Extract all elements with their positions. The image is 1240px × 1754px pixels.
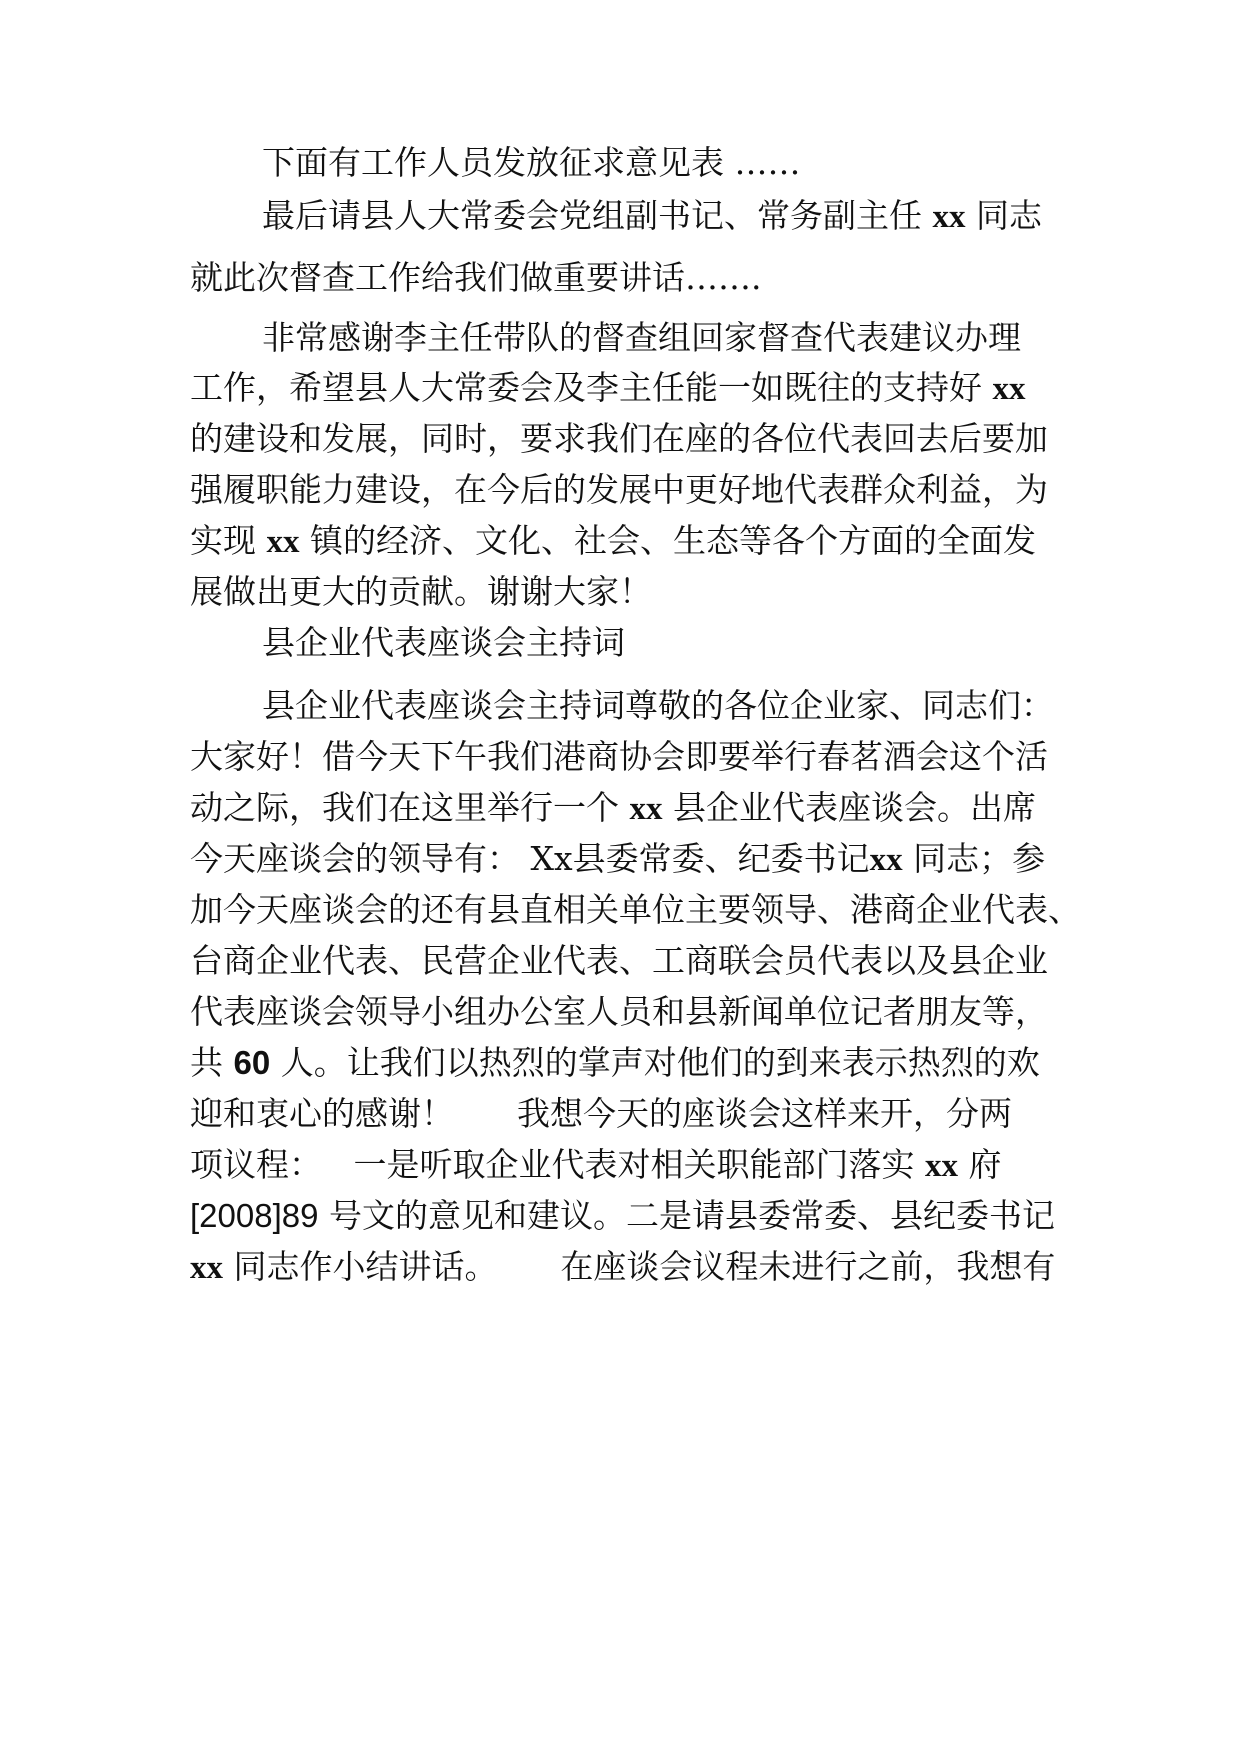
text-line: 县企业代表座谈会主持词尊敬的各位企业家、同志们：	[262, 686, 1054, 725]
text-line: 展做出更大的贡献。谢谢大家！	[190, 572, 652, 611]
text-line: 大家好！借今天下午我们港商协会即要举行春茗酒会这个活	[190, 737, 1048, 776]
text-line: 迎和衷心的感谢！ 我想今天的座谈会这样来开，分两	[190, 1094, 1012, 1133]
text-line: [2008]89 号文的意见和建议。二是请县委常委、县纪委书记	[190, 1196, 1055, 1235]
text-line: 下面有工作人员发放征求意见表 ……	[262, 143, 801, 182]
text-line: 最后请县人大常委会党组副书记、常务副主任 xx 同志	[262, 196, 1042, 235]
text-line: 项议程： 一是听取企业代表对相关职能部门落实 xx 府	[190, 1145, 1002, 1184]
text-line: 就此次督查工作给我们做重要讲话…….	[190, 258, 762, 297]
text-line: 强履职能力建设，在今后的发展中更好地代表群众利益，为	[190, 470, 1048, 509]
text-line: 台商企业代表、民营企业代表、工商联会员代表以及县企业	[190, 941, 1048, 980]
text-line: 共 60 人。让我们以热烈的掌声对他们的到来表示热烈的欢	[190, 1043, 1040, 1082]
text-line: 的建设和发展，同时，要求我们在座的各位代表回去后要加	[190, 419, 1048, 458]
text-line: 代表座谈会领导小组办公室人员和县新闻单位记者朋友等，	[190, 992, 1048, 1031]
section-heading: 县企业代表座谈会主持词	[262, 623, 625, 662]
text-line: 动之际，我们在这里举行一个 xx 县企业代表座谈会。出席	[190, 788, 1036, 827]
text-line: xx 同志作小结讲话。 在座谈会议程未进行之前，我想有	[190, 1247, 1056, 1286]
text-line: 今天座谈会的领导有： Xx县委常委、纪委书记xx 同志；参	[190, 839, 1046, 878]
text-line: 实现 xx 镇的经济、文化、社会、生态等各个方面的全面发	[190, 521, 1036, 560]
text-line: 非常感谢李主任带队的督查组回家督查代表建议办理	[262, 318, 1021, 357]
text-line: 工作，希望县人大常委会及李主任能一如既往的支持好 xx	[190, 368, 1026, 407]
text-line: 加今天座谈会的还有县直相关单位主要领导、港商企业代表、	[190, 890, 1081, 929]
